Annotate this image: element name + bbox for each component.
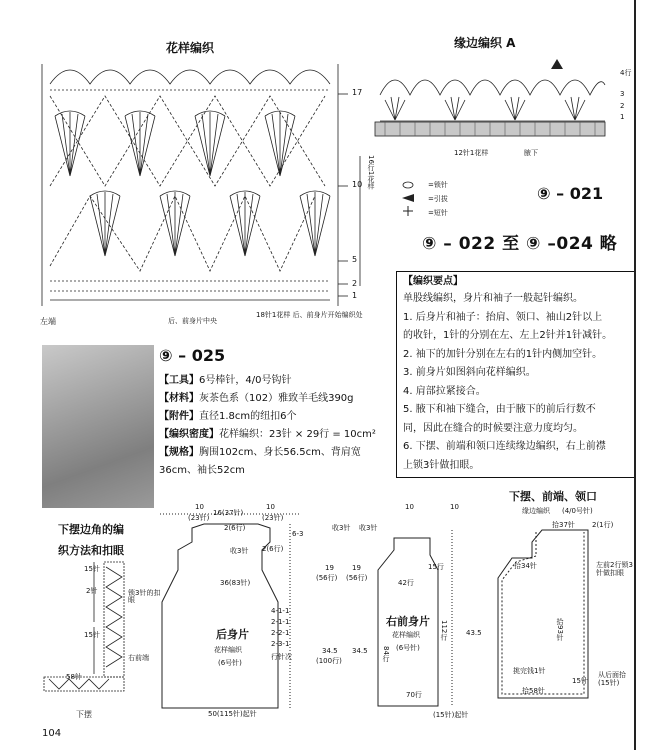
page-edge bbox=[634, 0, 636, 750]
edging-row-label: 3 bbox=[620, 90, 625, 98]
back-top-label: 10 bbox=[266, 503, 275, 511]
back-label: 2(6行) bbox=[262, 545, 284, 553]
notes-line: 4. 肩部拉紧接合。 bbox=[403, 386, 486, 397]
hem-label: 右前端 bbox=[128, 654, 149, 662]
pattern-repeat-label: 16行1花样 bbox=[367, 155, 375, 190]
knitting-notes-box bbox=[396, 271, 636, 478]
notes-line: 上锁3针做扣眼。 bbox=[403, 460, 480, 471]
front-label: 112行 bbox=[440, 620, 448, 641]
pattern-code-022-024: ⑨ – 022 至 ⑨ –024 略 bbox=[422, 234, 618, 254]
back-label: 19 bbox=[325, 564, 334, 572]
stitch-pattern-diagram bbox=[30, 56, 370, 316]
hem-label: 58针 bbox=[66, 673, 82, 681]
edge-label: 15针 bbox=[572, 677, 588, 685]
dec-table-row: 2-3-1 bbox=[271, 640, 290, 648]
edging-repeat-label: 12针1花样 bbox=[454, 149, 489, 157]
dec-table-row: 4-1-1 bbox=[271, 607, 290, 615]
notes-line: 同，因此在缝合的时候要注意力度均匀。 bbox=[403, 423, 583, 434]
hem-label: 15针 bbox=[84, 631, 100, 639]
back-label: (100行) bbox=[316, 657, 342, 665]
back-label: 收3针 bbox=[332, 524, 351, 532]
notes-line: 5. 腋下和袖下缝合，由于腋下的前后行数不 bbox=[403, 404, 596, 415]
front-label: (15针)起针 bbox=[433, 711, 469, 719]
model-photo bbox=[42, 345, 154, 508]
hem-label: 15针 bbox=[84, 565, 100, 573]
notes-line: 3. 前身片如图斜向花样编织。 bbox=[403, 367, 536, 378]
edge-label: 从后面拾(15针) bbox=[598, 671, 626, 687]
legend-symbols bbox=[398, 180, 428, 220]
front-label: 19 bbox=[352, 564, 361, 572]
edging-row-label: 1 bbox=[620, 113, 625, 121]
front-label: 34.5 bbox=[352, 647, 368, 655]
notes-line: 1. 后身片和袖子：抬肩、领口、袖山2针以上 bbox=[403, 312, 603, 323]
materials-line: 【规格】胸围102cm、身长56.5cm、背肩宽 bbox=[159, 447, 361, 458]
edge-section-title: 下摆、前端、领口 bbox=[509, 490, 597, 503]
edge-label: 挑完钱1针 bbox=[513, 667, 546, 675]
front-label: 10 bbox=[405, 503, 414, 511]
edge-label: 拾93针 bbox=[556, 618, 564, 641]
front-label: 15行 bbox=[428, 563, 444, 571]
back-label: (56行) bbox=[316, 574, 338, 582]
legend-single: =短针 bbox=[428, 209, 448, 217]
front-label: 42行 bbox=[398, 579, 414, 587]
edge-label: 拾37针 bbox=[552, 521, 575, 529]
pattern-row-label: 5 bbox=[352, 255, 358, 264]
edge-label: 拾58针 bbox=[522, 687, 545, 695]
hem-corner-title: 织方法和扣眼 bbox=[58, 544, 124, 557]
pattern-row-label: 1 bbox=[352, 291, 358, 300]
pattern-code-021: ⑨ – 021 bbox=[537, 184, 604, 203]
front-label: 43.5 bbox=[466, 629, 482, 637]
edge-label: 拾34针 bbox=[514, 562, 537, 570]
front-label: 10 bbox=[450, 503, 459, 511]
back-top-label: 10 bbox=[195, 503, 204, 511]
notes-line: 的收针，1针的分别在左、左上2针并1针减针。 bbox=[403, 330, 613, 341]
pattern-row-label: 10 bbox=[352, 180, 363, 189]
back-start-label: 50(115针)起针 bbox=[208, 710, 257, 718]
right-front-sub: 花样编织 bbox=[392, 631, 420, 639]
dec-table-row: 2-1-1 bbox=[271, 618, 290, 626]
hem-corner-title: 下摆边角的编 bbox=[58, 523, 124, 536]
materials-line: 【材料】灰茶色系（102）雅致羊毛线390g bbox=[159, 393, 354, 404]
right-front-title: 右前身片 bbox=[386, 615, 430, 628]
legend-chain: =锁针 bbox=[428, 181, 448, 189]
notes-line: 2. 袖下的加针分别在左右的1针内侧加空针。 bbox=[403, 349, 603, 360]
pattern-code-025: ⑨ – 025 bbox=[159, 346, 226, 365]
front-label: 收3针 bbox=[359, 524, 378, 532]
back-top-label: (23针) bbox=[188, 514, 210, 522]
dec-table-row: 行针次 bbox=[271, 653, 292, 661]
materials-line: 36cm、袖长52cm bbox=[159, 465, 245, 476]
pattern-row-label: 17 bbox=[352, 88, 363, 97]
edging-a-title: 缘边编织 A bbox=[454, 36, 516, 50]
back-body-sub: 花样编织 bbox=[214, 646, 242, 654]
edging-a-diagram bbox=[375, 55, 615, 145]
hem-label: 锁3针的扣眼 bbox=[128, 589, 161, 604]
legend-slip: =引拔 bbox=[428, 195, 448, 203]
edge-label: 2(1行) bbox=[592, 521, 614, 529]
edging-row-label: 2 bbox=[620, 102, 625, 110]
notes-line: 6. 下摆、前端和领口连续缘边编织，右上前襟 bbox=[403, 441, 606, 452]
dec-table-row: 2-2-1 bbox=[271, 629, 290, 637]
notes-title: 【编织要点】 bbox=[403, 276, 463, 287]
edge-section-sub: 缘边编织 bbox=[522, 507, 550, 515]
page-number: 104 bbox=[42, 728, 62, 739]
front-label: (56行) bbox=[346, 574, 368, 582]
edging-underarm-label: 腋下 bbox=[524, 149, 538, 157]
pattern-row-label: 2 bbox=[352, 279, 358, 288]
pattern-center-label: 后、前身片中央 bbox=[168, 317, 217, 325]
materials-line: 【附件】直径1.8cm的纽扣6个 bbox=[159, 411, 297, 422]
pattern-left-end-label: 左端 bbox=[40, 317, 56, 326]
stitch-pattern-title: 花样编织 bbox=[166, 41, 215, 55]
materials-line: 【工具】6号棒针，4/0号钩针 bbox=[159, 375, 292, 386]
back-body-needle: (6号针) bbox=[218, 659, 242, 667]
materials-line: 【编织密度】花样编织：23针 × 29行 = 10cm² bbox=[159, 429, 376, 440]
right-front-schematic bbox=[372, 510, 462, 710]
front-label: 70行 bbox=[406, 691, 422, 699]
right-front-needle: (6号针) bbox=[396, 644, 420, 652]
back-label: 6-3 bbox=[292, 530, 304, 538]
hem-label: 下摆 bbox=[76, 710, 92, 719]
back-label: 34.5 bbox=[322, 647, 338, 655]
back-top-label: 16(37针) bbox=[213, 509, 244, 517]
pattern-start-label: 18针1花样 后、前身片开始编织处 bbox=[256, 311, 363, 319]
edge-label: 左前2行锁3针做扣眼 bbox=[596, 561, 633, 577]
edging-row-label: 4行 bbox=[620, 69, 632, 77]
back-label: 收3针 bbox=[230, 547, 249, 555]
back-body-schematic bbox=[150, 510, 350, 710]
back-label: 2(6行) bbox=[224, 524, 246, 532]
back-top-label: (23针) bbox=[262, 514, 284, 522]
hem-label: 2针 bbox=[86, 587, 98, 595]
front-label: 84行 bbox=[382, 646, 390, 662]
back-width-label: 36(83针) bbox=[220, 579, 251, 587]
notes-line: 单股线编织，身片和袖子一般起针编织。 bbox=[403, 293, 583, 304]
back-body-title: 后身片 bbox=[216, 628, 249, 641]
edge-section-needle: (4/0号针) bbox=[562, 507, 593, 515]
